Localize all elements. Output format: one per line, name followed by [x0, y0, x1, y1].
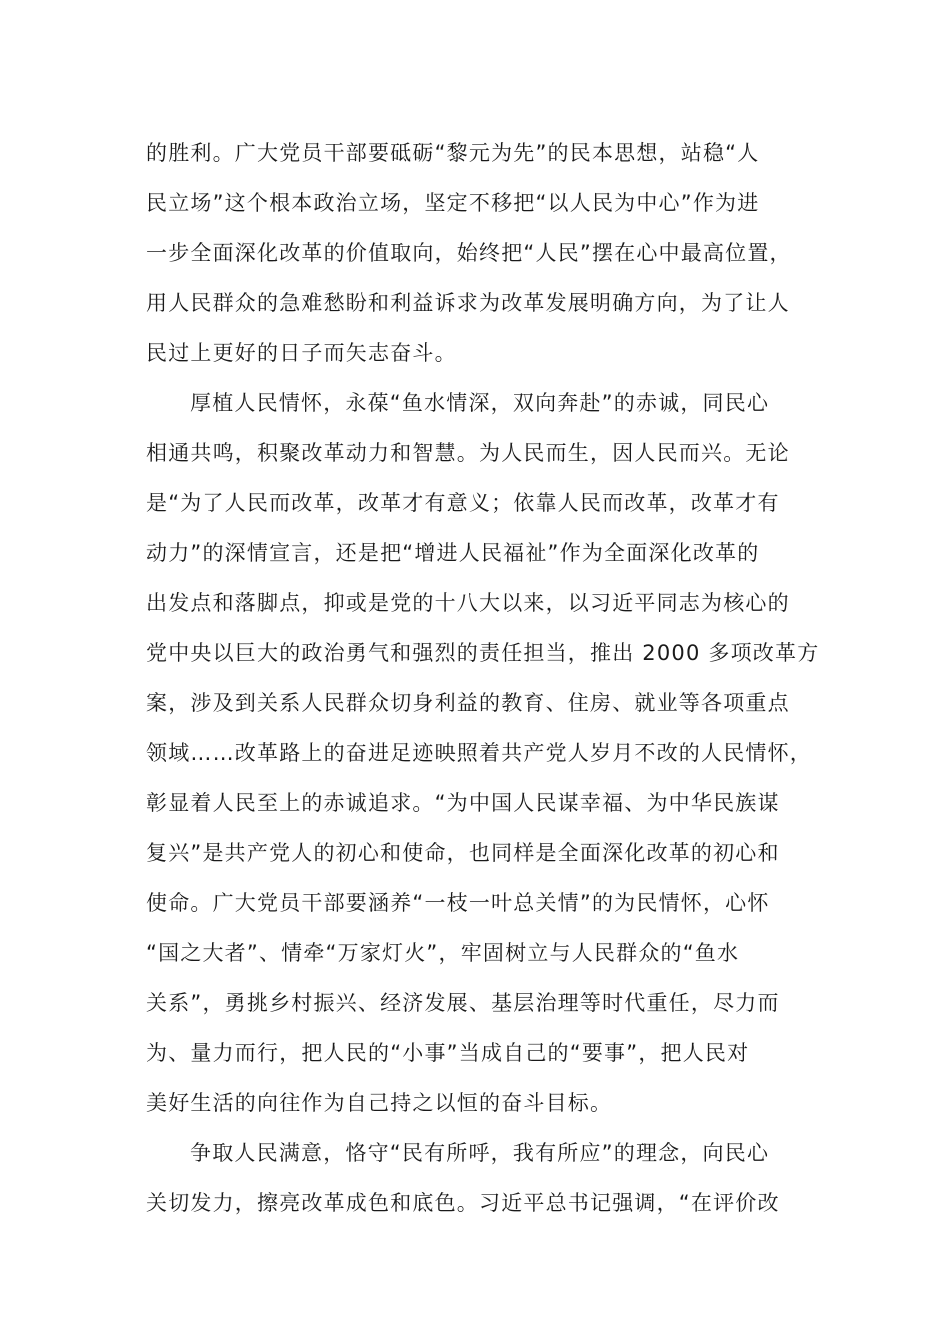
paragraph-start-line: 厚植人民情怀，永葆“鱼水情深，双向奔赴”的赤诚，同民心: [190, 391, 770, 415]
text-line: 是“为了人民而改革，改革才有意义；依靠人民而改革，改革才有: [146, 491, 780, 515]
text-line: “国之大者”、情牵“万家灯火”，牢固树立与人民群众的“鱼水: [146, 941, 740, 965]
text-line: 一步全面深化改革的价值取向，始终把“人民”摆在心中最高位置，: [146, 241, 792, 265]
text-line: 出发点和落脚点，抑或是党的十八大以来，以习近平同志为核心的: [146, 591, 790, 615]
text-line: 民过上更好的日子而矢志奋斗。: [146, 341, 457, 365]
text-line: 为、量力而行，把人民的“小事”当成自己的“要事”，把人民对: [146, 1041, 750, 1065]
text-line: 用人民群众的急难愁盼和利益诉求为改革发展明确方向，为了让人: [146, 291, 790, 315]
article-body: [146, 128, 820, 1228]
text-line: 民立场”这个根本政治立场，坚定不移把“以人民为中心”作为进: [146, 191, 760, 215]
text-line: 关切发力，擦亮改革成色和底色。习近平总书记强调，“在评价改: [146, 1191, 780, 1215]
text-line: 相通共鸣，积聚改革动力和智慧。为人民而生，因人民而兴。无论: [146, 441, 790, 465]
text-line: 关系”，勇挑乡村振兴、经济发展、基层治理等时代重任，尽力而: [146, 991, 780, 1015]
paragraph-start-line: 争取人民满意，恪守“民有所呼，我有所应”的理念，向民心: [190, 1141, 770, 1165]
text-line: 彰显着人民至上的赤诚追求。“为中国人民谋幸福、为中华民族谋: [146, 791, 780, 815]
text-line: 案，涉及到关系人民群众切身利益的教育、住房、就业等各项重点: [146, 691, 790, 715]
text-line: 美好生活的向往作为自己持之以恒的奋斗目标。: [146, 1091, 613, 1115]
text-line: 党中央以巨大的政治勇气和强烈的责任担当，推出 2000 多项改革方: [146, 641, 820, 665]
text-line: 领域……改革路上的奋进足迹映照着共产党人岁月不改的人民情怀，: [146, 741, 812, 765]
text-line: 使命。广大党员干部要涵养“一枝一叶总关情”的为民情怀，心怀: [146, 891, 770, 915]
text-line: 复兴”是共产党人的初心和使命，也同样是全面深化改革的初心和: [146, 841, 780, 865]
text-line: 的胜利。广大党员干部要砥砺“黎元为先”的民本思想，站稳“人: [146, 141, 760, 165]
text-line: 动力”的深情宣言，还是把“增进人民福祉”作为全面深化改革的: [146, 541, 760, 565]
